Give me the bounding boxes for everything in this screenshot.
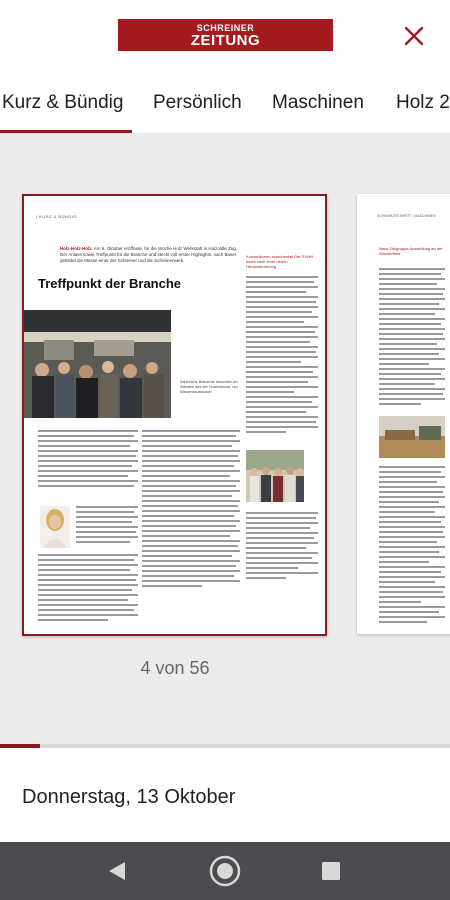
header <box>0 0 450 70</box>
page-intro-text: Am 6. Oktober eröffnete, für die Woche Holz Werkstatt in Holzoldle Zug. Der Anlass sowie Treffpunkt für die Branche und steckt voll erster Highlights: nach Basel gebildet die Messe einer der Schreiner und die Schreinerwerk. <box>60 246 238 263</box>
logo-line-2: ZEITUNG <box>190 32 261 49</box>
close-button[interactable] <box>400 22 428 50</box>
logo-line-1: SCHREINER <box>196 23 255 33</box>
next-page-photo <box>379 416 445 458</box>
page-gallery[interactable] <box>0 134 450 744</box>
next-page-text <box>379 268 445 408</box>
page-counter: 4 von 56 <box>140 658 210 678</box>
tab-holz[interactable]: Holz 2 <box>396 92 450 113</box>
tab-persoenlich[interactable]: Persönlich <box>153 92 242 113</box>
page-intro-lead: Holz-Holz-Holz. <box>60 246 93 251</box>
next-page-kicker: SCHWARZES BRETT | MASCHINEN <box>377 214 436 218</box>
page-thumbnail-next[interactable] <box>357 194 450 634</box>
issue-scroll-track <box>0 744 450 748</box>
next-page-headline: Neue Zielgruppe Ausstellung an der Wanderfeier <box>379 246 443 256</box>
article-title: Treffpunkt der Branche <box>38 276 182 291</box>
page-kicker: | KURZ & BÜNDIG <box>36 214 77 219</box>
page-intro <box>60 246 240 264</box>
next-page-text-lower <box>379 466 445 626</box>
page-thumbnail-current[interactable] <box>22 194 327 636</box>
body-column-1 <box>38 430 138 490</box>
article-photo <box>24 310 171 418</box>
recents-square-icon[interactable] <box>314 854 348 888</box>
category-tabs <box>0 70 450 134</box>
issue-date[interactable]: Donnerstag, 13 Oktober <box>22 786 236 808</box>
sidebar-headline: Konventionen zwischenfall Der SVHH sucht nach einer neuen Herausforderung <box>246 254 313 269</box>
brand-logo <box>118 19 333 51</box>
close-icon <box>400 22 428 50</box>
tab-maschinen[interactable]: Maschinen <box>272 92 364 113</box>
body-column-2 <box>142 430 240 590</box>
home-circle-icon[interactable] <box>208 854 242 888</box>
tab-kurz-buendig[interactable]: Kurz & Bündig <box>2 92 124 113</box>
issue-scroll-indicator <box>0 744 40 748</box>
body-column-1-lower <box>38 554 138 624</box>
group-photo <box>246 450 304 502</box>
back-triangle-icon[interactable] <box>100 854 134 888</box>
sidebar-text-lower <box>246 512 318 582</box>
system-nav-bar <box>0 842 450 900</box>
body-column-1-wrap <box>76 506 138 546</box>
sidebar-text <box>246 276 318 436</box>
author-portrait <box>40 506 70 548</box>
photo-caption: Zahlreiche Besucher tauschten an Ständen aus der Holzbranche, um Wissensaustausch <box>180 380 238 394</box>
